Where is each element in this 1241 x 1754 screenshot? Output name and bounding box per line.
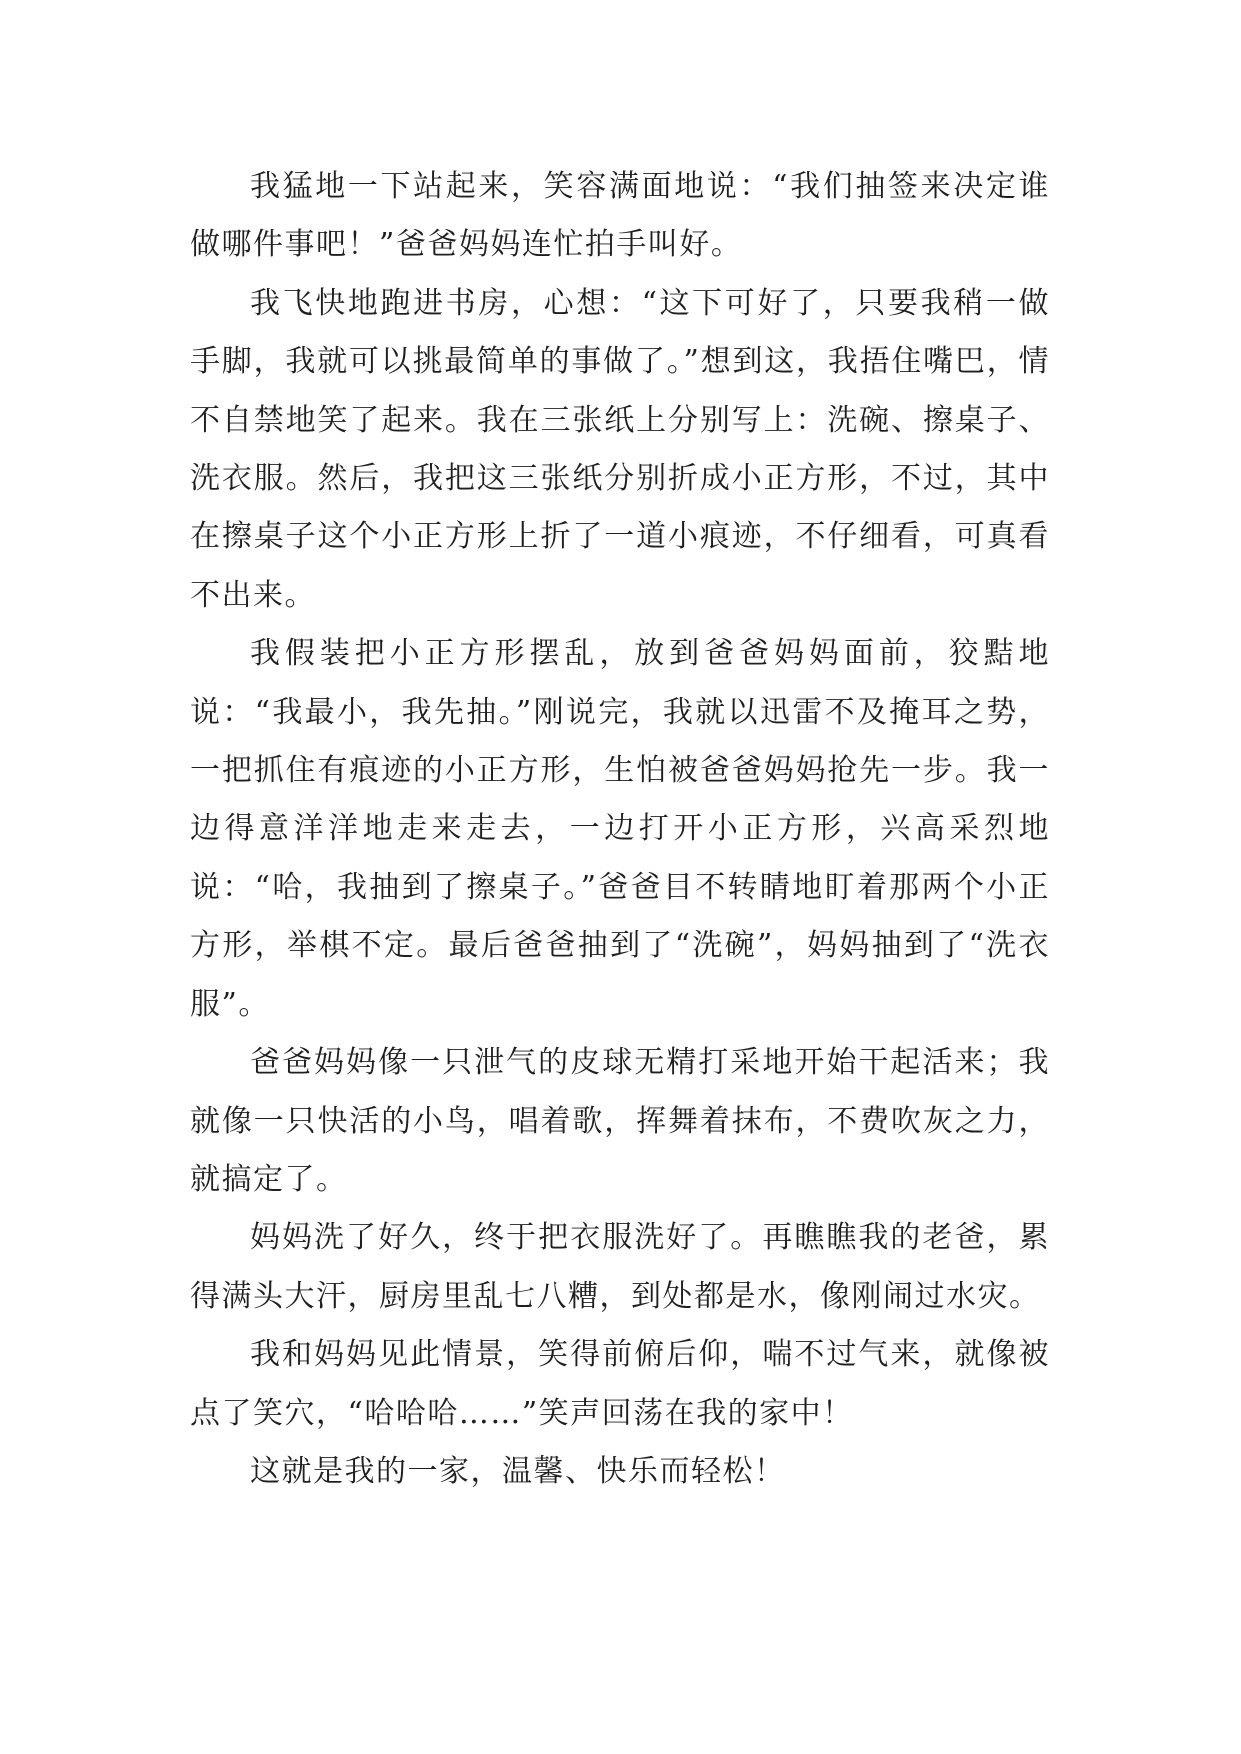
paragraph: 我猛地一下站起来，笑容满面地说：“我们抽签来决定谁做哪件事吧！”爸爸妈妈连忙拍手叫好。 (190, 169, 1050, 263)
paragraph: 我假装把小正方形摆乱，放到爸爸妈妈面前，狡黠地说：“我最小，我先抽。”刚说完，我就以迅雷不及掩耳之势，一把抓住有痕迹的小正方形，生怕被爸爸妈妈抢先一步。我一边得意洋洋地走来走去，一边打开小正方形，兴高采烈地说：“哈，我抽到了擦桌子。”爸爸目不转睛地盯着那两个小正方形，举棋不定。最后爸爸抽到了“洗碗”，妈妈抽到了“洗衣服”。 (190, 636, 1050, 1022)
document-body (190, 158, 1050, 1501)
paragraph: 这就是我的一家，温馨、快乐而轻松！ (250, 1453, 786, 1489)
paragraph: 我和妈妈见此情景，笑得前俯后仰，喘不过气来，就像被点了笑穴，“哈哈哈……”笑声回荡在我的家中！ (190, 1337, 1050, 1431)
paragraph: 妈妈洗了好久，终于把衣服洗好了。再瞧瞧我的老爸，累得满头大汗，厨房里乱七八糟，到处都是水，像刚闹过水灾。 (190, 1220, 1050, 1314)
paragraph: 我飞快地跑进书房，心想：“这下可好了，只要我稍一做手脚，我就可以挑最简单的事做了。”想到这，我捂住嘴巴，情不自禁地笑了起来。我在三张纸上分别写上：洗碗、擦桌子、洗衣服。然后，我把这三张纸分别折成小正方形，不过，其中在擦桌子这个小正方形上折了一道小痕迹，不仔细看，可真看不出来。 (190, 285, 1050, 613)
paragraph: 爸爸妈妈像一只泄气的皮球无精打采地开始干起活来；我就像一只快活的小鸟，唱着歌，挥舞着抹布，不费吹灰之力，就搞定了。 (190, 1045, 1050, 1197)
